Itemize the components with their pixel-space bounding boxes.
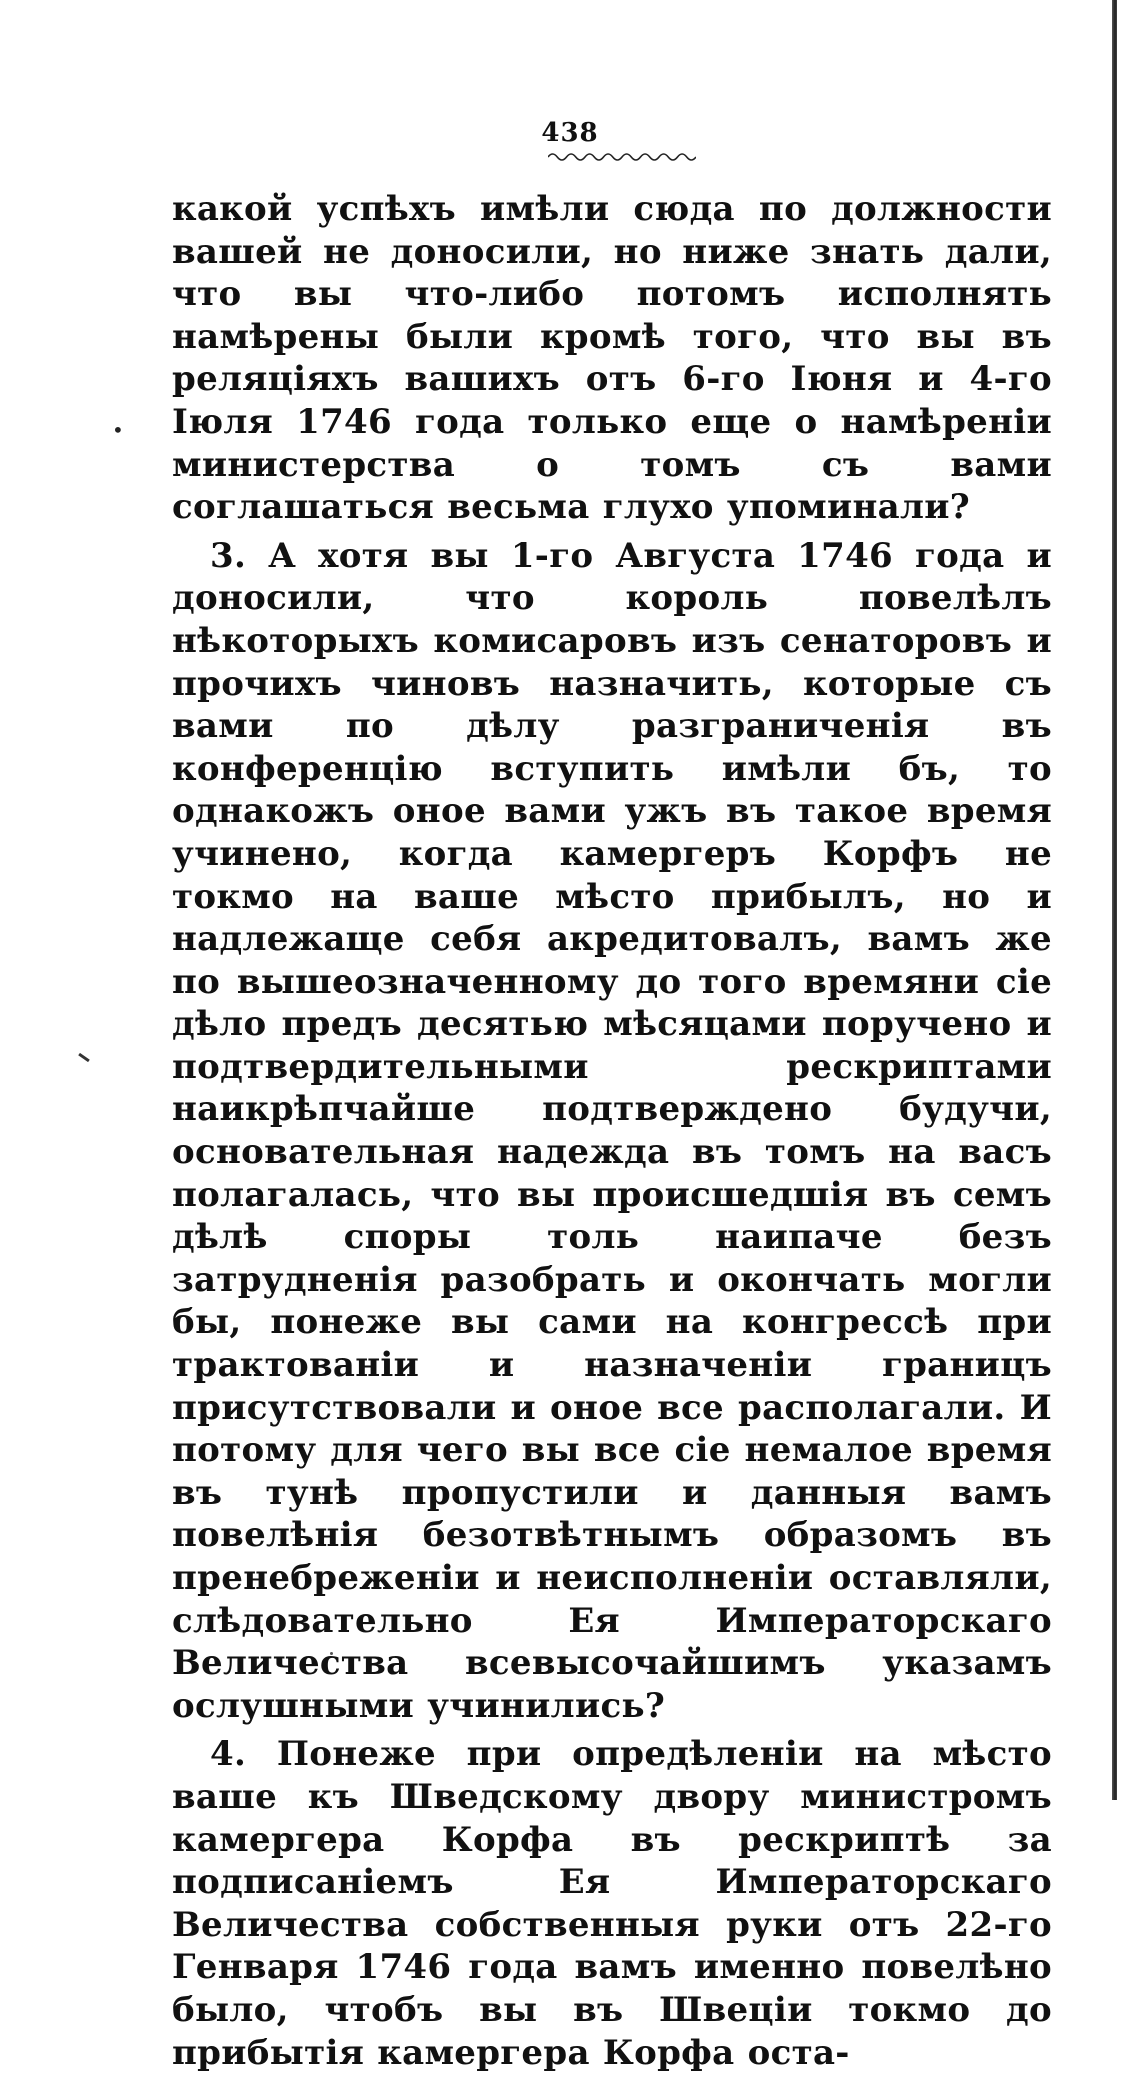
margin-tick-mark	[78, 1053, 90, 1062]
paragraph-point-4: 4. Понеже при опредѣленiи на мѣсто ваше къ Шведскому двору министромъ камергера Корфа въ рескриптѣ за подписанiемъ Ея Императорскаго Величества собственныя руки отъ 22-го Генваря 1746 года вамъ именно повелѣно было, чтобъ вы въ Швецiи токмо до прибытiя камергера Корфа оста-	[172, 1734, 1052, 2073]
page-edge-shadow	[1112, 0, 1117, 1800]
page-number: 438	[541, 118, 599, 148]
margin-dot-mark: •	[112, 418, 124, 442]
body-text	[172, 188, 1052, 2074]
wavy-ornament	[548, 150, 696, 164]
paragraph-point-3: 3. А хотя вы 1-го Августа 1746 года и доносили, что король повелѣлъ нѣкоторыхъ комисаровъ изъ сенаторовъ и прочихъ чиновъ назначить, которые съ вами по дѣлу разграниченiя въ конференцiю вступить имѣли бъ, то однакожъ оное вами ужъ въ такое время учинено, когда камергеръ Корфъ не токмо на ваше мѣсто прибылъ, но и надлежаще себя акредитовалъ, вамъ же по вышеозначенному до того времяни сiе дѣло предъ десятью мѣсяцами поручено и подтвердительными рескриптами наикрѣпчайше подтверждено будучи, основательная надежда въ томъ на васъ полагалась, что вы происшедшiя въ семъ дѣлѣ споры толь наипаче безъ затрудненiя разобрать и окончать могли бы, понеже вы сами на конгрессѣ при трактованiи и назначенiи границъ присутствовали и оное все располагали. И потому для чего вы все сiе немалое время въ тунѣ пропустили и данныя вамъ повелѣнiя безотвѣтнымъ образомъ въ пренебреженiи и неисполненiи оставляли, слѣдовательно Ея Императорскаго Величества всевысочайшимъ указамъ ослушными учинились?	[172, 535, 1052, 1726]
paragraph-continuation: какой успѣхъ имѣли сюда по должности вашей не доносили, но ниже знать дали, что вы что-либо потомъ исполнять намѣрены были кромѣ того, что вы въ реляцiяхъ вашихъ отъ 6-го Iюня и 4-го Iюля 1746 года только еще о намѣренiи министерства о томъ съ вами соглашаться весьма глухо упоминали?	[172, 189, 1052, 528]
